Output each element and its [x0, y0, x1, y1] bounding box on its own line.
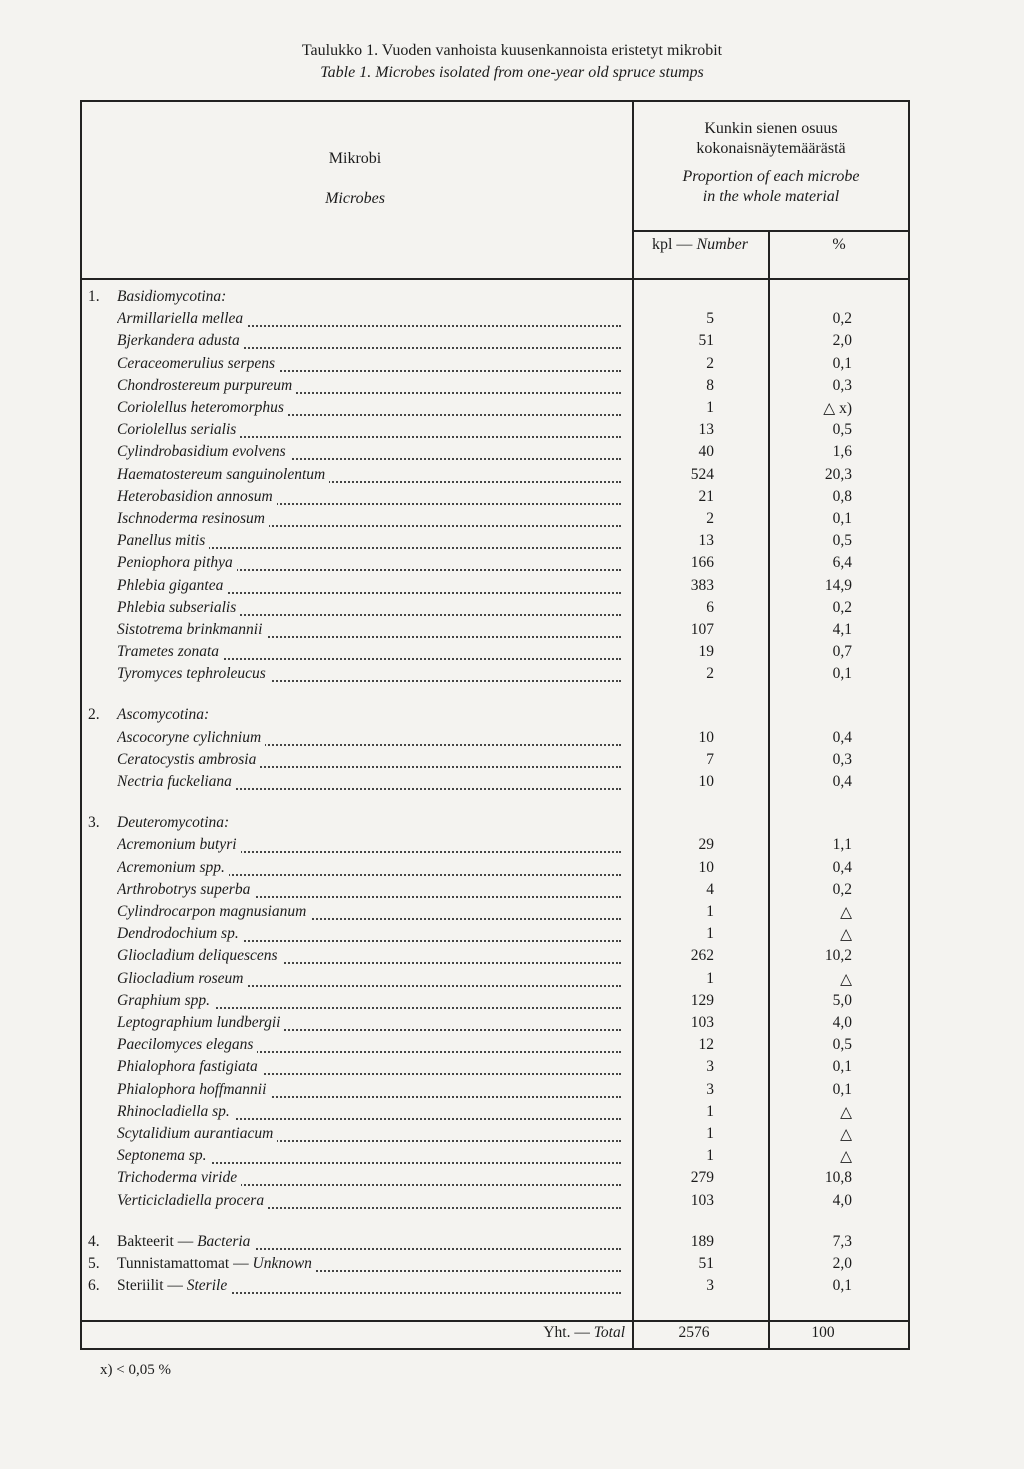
microbe-name: Tyromyces tephroleucus	[117, 665, 270, 682]
count-value: 1	[706, 925, 714, 943]
count-value: 166	[690, 554, 714, 572]
microbe-name: Phialophora fastigiata	[117, 1058, 262, 1075]
percent-value: 4,0	[832, 1191, 852, 1209]
table-row	[80, 1125, 910, 1147]
percent-value: 5,0	[832, 991, 852, 1009]
microbe-name: Ischnoderma resinosum	[117, 510, 269, 527]
other-row	[80, 1233, 910, 1255]
microbe-name-cell	[117, 466, 629, 488]
count-value: 1	[706, 969, 714, 987]
total-label: Yht. — Total	[543, 1324, 625, 1341]
count-value: 3	[706, 1058, 714, 1076]
microbe-name: Trichoderma viride	[117, 1169, 241, 1186]
total-label-en: Total	[593, 1324, 625, 1341]
microbe-name-cell	[117, 421, 629, 443]
percent-value: 4,1	[832, 621, 852, 638]
microbe-table	[80, 100, 910, 1350]
header-microbe-en: Microbes	[325, 190, 385, 207]
percent-value: △	[840, 903, 852, 921]
table-row	[80, 836, 910, 858]
percent-value: 0,8	[832, 487, 852, 505]
count-value: 2	[706, 510, 714, 527]
count-value: 4	[706, 880, 714, 898]
percent-value: 0,4	[832, 858, 852, 876]
percent-value: 0,2	[832, 880, 852, 898]
percent-value: 0,4	[832, 773, 852, 791]
table-bottom-border	[80, 1348, 910, 1350]
other-row	[80, 1277, 910, 1299]
percent-value: 0,1	[832, 354, 852, 372]
microbe-name-cell	[117, 1125, 629, 1147]
header-count-en: Number	[696, 236, 748, 253]
microbe-name: Cylindrocarpon magnusianum	[117, 903, 310, 920]
total-row	[80, 1324, 910, 1346]
group-number: 4.	[88, 1232, 100, 1250]
microbe-name: Scytalidium aurantiacum	[117, 1125, 277, 1142]
microbe-name-cell	[117, 532, 629, 554]
table-row	[80, 643, 910, 665]
other-name-fi: Steriilit	[117, 1277, 164, 1294]
subheader-divider	[632, 230, 910, 232]
microbe-name: Trametes zonata	[117, 643, 223, 660]
microbe-name: Panellus mitis	[117, 532, 209, 549]
microbe-name: Leptographium lundbergii	[117, 1014, 284, 1031]
count-value: 10	[698, 728, 714, 746]
microbe-name: Chondrostereum purpureum	[117, 377, 296, 394]
header-share-en-2: in the whole material	[702, 188, 840, 205]
microbe-name-cell	[117, 599, 629, 621]
header-count	[632, 236, 768, 254]
table-row	[80, 1147, 910, 1169]
footnote: x) < 0,05 %	[100, 1362, 171, 1378]
count-value: 129	[690, 991, 714, 1009]
percent-value: 0,1	[832, 1277, 852, 1294]
table-row	[80, 859, 910, 881]
header-percent: %	[832, 236, 846, 253]
microbe-name-cell	[117, 310, 629, 332]
microbe-name-cell	[117, 729, 629, 751]
microbe-name-cell	[117, 881, 629, 903]
count-value: 1	[706, 1147, 714, 1165]
microbe-name-cell	[117, 643, 629, 665]
table-row	[80, 532, 910, 554]
microbe-name: Nectria fuckeliana	[117, 773, 236, 790]
table-row	[80, 881, 910, 903]
percent-value: 4,0	[832, 1013, 852, 1031]
group-number: 6.	[88, 1277, 100, 1294]
microbe-name-cell	[117, 970, 629, 992]
microbe-name: Heterobasidion annosum	[117, 488, 277, 505]
percent-value: 0,1	[832, 1080, 852, 1098]
percent-value: 2,0	[832, 332, 852, 350]
microbe-name: Ceraceomerulius serpens	[117, 355, 279, 372]
table-row	[80, 421, 910, 443]
microbe-name-cell	[117, 665, 629, 687]
count-value: 5	[706, 310, 714, 328]
table-row	[80, 510, 910, 532]
microbe-name: Arthrobotrys superba	[117, 881, 254, 898]
group-title: Basidiomycotina:	[117, 288, 227, 305]
count-value: 1	[706, 1124, 714, 1142]
table-row	[80, 310, 910, 332]
microbe-name: Septonema sp.	[117, 1147, 211, 1164]
total-label-fi: Yht.	[543, 1324, 571, 1341]
table-row	[80, 332, 910, 354]
count-value: 1	[706, 902, 714, 920]
table-row	[80, 1192, 910, 1214]
count-value: 189	[690, 1232, 714, 1250]
microbe-name-cell	[117, 377, 629, 399]
microbe-name: Ascocoryne cylichnium	[117, 729, 265, 746]
other-name-en: Unknown	[252, 1254, 312, 1272]
count-value: 51	[698, 1254, 714, 1272]
table-row	[80, 466, 910, 488]
count-value: 383	[690, 576, 714, 594]
percent-value: 0,2	[832, 310, 852, 328]
microbe-name-cell	[117, 1147, 629, 1169]
table-row	[80, 925, 910, 947]
percent-value: △	[840, 1125, 852, 1143]
microbe-name: Phialophora hoffmannii	[117, 1081, 270, 1098]
percent-value: 6,4	[832, 554, 852, 572]
table-row	[80, 1169, 910, 1191]
other-name-en: Bacteria	[197, 1232, 251, 1250]
percent-value: 2,0	[832, 1254, 852, 1272]
table-row	[80, 1081, 910, 1103]
percent-value: △	[840, 926, 852, 944]
count-value: 2	[706, 354, 714, 372]
count-value: 40	[698, 443, 714, 461]
microbe-name: Peniophora pithya	[117, 554, 237, 571]
percent-value: 20,3	[824, 465, 852, 483]
header-share-fi-2: kokonaisnäytemäärästä	[696, 140, 846, 157]
table-row	[80, 729, 910, 751]
table-row	[80, 621, 910, 643]
other-name-cell	[117, 1277, 629, 1299]
microbe-name-cell	[117, 1036, 629, 1058]
count-value: 2	[706, 665, 714, 683]
microbe-name: Paecilomyces elegans	[117, 1036, 257, 1053]
percent-value: 0,3	[832, 750, 852, 768]
group-header-row	[80, 814, 910, 836]
count-value: 10	[698, 773, 714, 791]
microbe-name-cell	[117, 1058, 629, 1080]
header-count-fi: kpl —	[651, 236, 697, 253]
group-header-row	[80, 288, 910, 310]
table-row	[80, 665, 910, 687]
table-row	[80, 1058, 910, 1080]
microbe-name-cell	[117, 992, 629, 1014]
count-value: 103	[690, 1191, 714, 1209]
microbe-name: Rhinocladiella sp.	[117, 1103, 234, 1120]
table-top-border	[80, 100, 910, 102]
percent-value: 10,8	[824, 1169, 852, 1187]
other-name-cell	[117, 1255, 629, 1277]
percent-value: 14,9	[824, 576, 852, 594]
count-value: 21	[698, 487, 714, 505]
percent-value: 0,3	[832, 376, 852, 394]
table-row	[80, 355, 910, 377]
other-name: Bakteerit — Bacteria	[117, 1233, 254, 1250]
table-row	[80, 443, 910, 465]
microbe-name-cell	[117, 836, 629, 858]
table-row	[80, 577, 910, 599]
microbe-name-cell	[117, 554, 629, 576]
count-value: 3	[706, 1080, 714, 1098]
percent-value: 0,2	[832, 598, 852, 616]
other-name-en: Sterile	[186, 1277, 228, 1294]
percent-value: 0,7	[832, 643, 852, 661]
other-name-cell	[117, 1233, 629, 1255]
microbe-name-cell	[117, 399, 629, 421]
microbe-name: Phlebia gigantea	[117, 577, 227, 594]
group-number: 5.	[88, 1254, 100, 1272]
microbe-name: Sistotrema brinkmannii	[117, 621, 266, 638]
microbe-name: Bjerkandera adusta	[117, 332, 244, 349]
count-value: 12	[698, 1036, 714, 1054]
count-value: 107	[690, 621, 714, 638]
count-value: 262	[690, 947, 714, 965]
percent-value: 0,5	[832, 421, 852, 439]
microbe-name: Cylindrobasidium evolvens	[117, 443, 290, 460]
table-row	[80, 488, 910, 510]
microbe-name-cell	[117, 859, 629, 881]
count-value: 1	[706, 1102, 714, 1120]
percent-value: 7,3	[832, 1232, 852, 1250]
percent-value: △ x)	[823, 400, 852, 417]
table-row	[80, 903, 910, 925]
count-value: 8	[706, 376, 714, 394]
header-microbe-fi: Mikrobi	[328, 150, 382, 167]
total-percent: 100	[811, 1324, 835, 1341]
group-number: 2.	[88, 706, 100, 724]
other-name-fi: Tunnistamattomat	[117, 1254, 230, 1272]
microbe-name: Gliocladium roseum	[117, 970, 247, 987]
percent-value: 1,1	[832, 836, 852, 854]
microbe-name: Gliocladium deliquescens	[117, 947, 282, 964]
microbe-name-cell	[117, 751, 629, 773]
table-row	[80, 992, 910, 1014]
microbe-name-cell	[117, 925, 629, 947]
microbe-name: Haematostereum sanguinolentum	[117, 466, 329, 483]
count-value: 13	[698, 421, 714, 439]
microbe-name: Phlebia subserialis	[117, 599, 240, 616]
other-name: Tunnistamattomat — Unknown	[117, 1255, 316, 1272]
percent-value: 0,1	[832, 510, 852, 527]
header-share-fi-1: Kunkin sienen osuus	[704, 120, 838, 137]
percent-value: 0,5	[832, 532, 852, 550]
other-name: Steriilit — Sterile	[117, 1277, 231, 1294]
table-row	[80, 399, 910, 421]
count-value: 279	[690, 1169, 714, 1187]
microbe-name: Ceratocystis ambrosia	[117, 751, 260, 768]
microbe-name-cell	[117, 577, 629, 599]
percent-value: 0,1	[832, 665, 852, 683]
group-header-row	[80, 706, 910, 728]
count-value: 524	[690, 465, 714, 483]
count-value: 1	[706, 399, 714, 416]
table-row	[80, 947, 910, 969]
percent-value: △	[840, 1148, 852, 1166]
microbe-name-cell	[117, 443, 629, 465]
table-row	[80, 1014, 910, 1036]
table-row	[80, 773, 910, 795]
group-title: Deuteromycotina:	[117, 814, 230, 832]
percent-value: 10,2	[824, 947, 852, 965]
table-caption-en: Table 1. Microbes isolated from one-year old spruce stumps	[320, 64, 704, 81]
count-value: 7	[706, 750, 714, 768]
microbe-name: Verticicladiella procera	[117, 1192, 268, 1209]
microbe-name: Acremonium butyri	[117, 836, 241, 853]
percent-value: △	[840, 1103, 852, 1121]
group-number: 3.	[88, 814, 100, 832]
table-row	[80, 970, 910, 992]
microbe-name-cell	[117, 510, 629, 532]
table-row	[80, 377, 910, 399]
microbe-name-cell	[117, 947, 629, 969]
microbe-name: Coriolellus serialis	[117, 421, 240, 438]
microbe-name-cell	[117, 621, 629, 643]
count-value: 51	[698, 332, 714, 350]
count-value: 10	[698, 858, 714, 876]
percent-value: 1,6	[832, 443, 852, 461]
table-row	[80, 554, 910, 576]
group-title: Ascomycotina:	[117, 706, 210, 724]
microbe-name-cell	[117, 1081, 629, 1103]
microbe-name-cell	[117, 332, 629, 354]
microbe-name: Coriolellus heteromorphus	[117, 399, 288, 416]
other-name-fi: Bakteerit	[117, 1232, 174, 1250]
count-value: 13	[698, 532, 714, 550]
count-value: 6	[706, 598, 714, 616]
header-share-en-1: Proportion of each microbe	[682, 168, 860, 185]
microbe-name-cell	[117, 1169, 629, 1191]
header-bottom-divider	[80, 278, 910, 280]
count-value: 19	[698, 643, 714, 661]
table-row	[80, 1036, 910, 1058]
microbe-name-cell	[117, 773, 629, 795]
percent-value: △	[840, 970, 852, 988]
percent-value: 0,5	[832, 1036, 852, 1054]
table-row	[80, 599, 910, 621]
other-row	[80, 1255, 910, 1277]
microbe-name-cell	[117, 1103, 629, 1125]
table-row	[80, 751, 910, 773]
microbe-name-cell	[117, 1014, 629, 1036]
microbe-name: Dendrodochium sp.	[117, 925, 243, 942]
count-value: 29	[698, 836, 714, 854]
microbe-name-cell	[117, 903, 629, 925]
microbe-name: Armillariella mellea	[117, 310, 247, 327]
microbe-name: Acremonium spp.	[117, 859, 229, 876]
microbe-name-cell	[117, 355, 629, 377]
table-caption-fi: Taulukko 1. Vuoden vanhoista kuusenkannoista eristetyt mikrobit	[301, 42, 723, 59]
microbe-name-cell	[117, 488, 629, 510]
total-row-divider	[80, 1320, 910, 1322]
group-number: 1.	[88, 288, 100, 305]
total-count: 2576	[678, 1324, 710, 1341]
count-value: 103	[690, 1013, 714, 1031]
microbe-name: Graphium spp.	[117, 992, 214, 1009]
table-row	[80, 1103, 910, 1125]
microbe-name-cell	[117, 1192, 629, 1214]
percent-value: 0,4	[832, 728, 852, 746]
count-value: 3	[706, 1277, 714, 1294]
percent-value: 0,1	[832, 1058, 852, 1076]
